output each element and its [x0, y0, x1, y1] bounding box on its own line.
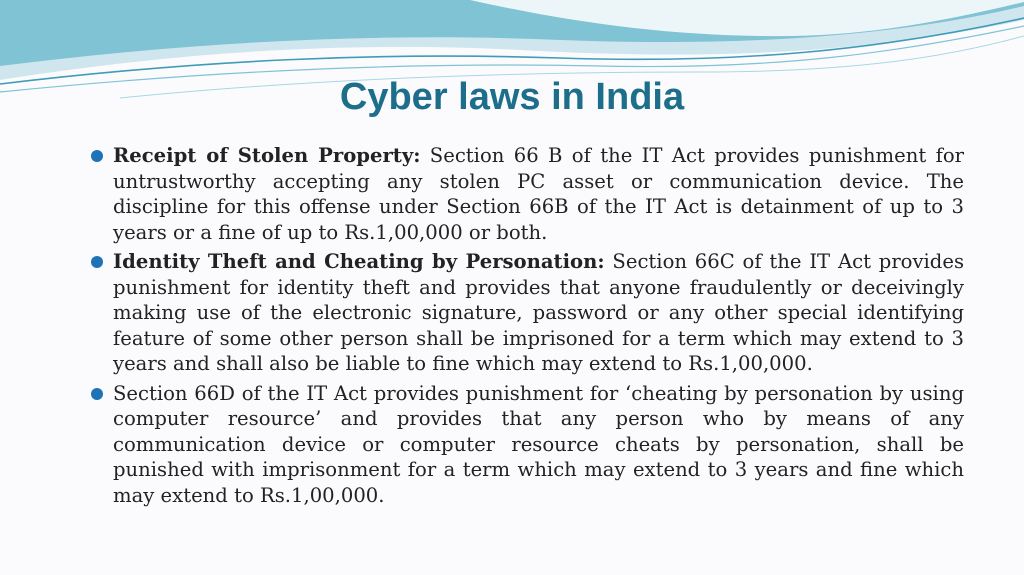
bullet-dot-icon	[91, 256, 103, 268]
slide-title: Cyber laws in India	[339, 76, 685, 118]
bullet-body: Section 66 B of the IT Act provides punishment for untrustworthy accepting any stolen PC asset or communication device. The discipline for this offense under Section 66B of the IT Act is detainment of up to 3 years or a fine of up to Rs.1,00,000 or both.	[113, 144, 964, 244]
bullet-body: Section 66D of the IT Act provides punishment for ‘cheating by personation by using computer resource’ and provides that any person who by means of any communication device or computer resource cheats by personation, shall be punished with imprisonment for a term which may extend to 3 years and fine which may extend to Rs.1,00,000.	[113, 381, 964, 507]
bullet-body: Section 66C of the IT Act provides punishment for identity theft and provides that anyone fraudulently or deceivingly making use of the electronic signature, password or any other special identifying feature of some other person shall be imprisoned for a term which may extend to 3 years and shall also be liable to fine which may extend to Rs.1,00,000.	[113, 250, 965, 375]
bullet-text	[113, 143, 964, 245]
bullet-list	[0, 143, 1024, 512]
bullet-text	[113, 381, 964, 509]
bullet-lead: Receipt of Stolen Property:	[113, 144, 421, 167]
bullet-lead: Identity Theft and Cheating by Personation:	[113, 250, 605, 273]
bullet-item-stolen-property	[0, 143, 1024, 245]
bullet-item-cheating-personation	[0, 381, 1024, 509]
bullet-text	[113, 249, 964, 377]
bullet-dot-icon	[91, 150, 103, 162]
bullet-item-identity-theft	[0, 249, 1024, 377]
bullet-dot-icon	[91, 388, 103, 400]
